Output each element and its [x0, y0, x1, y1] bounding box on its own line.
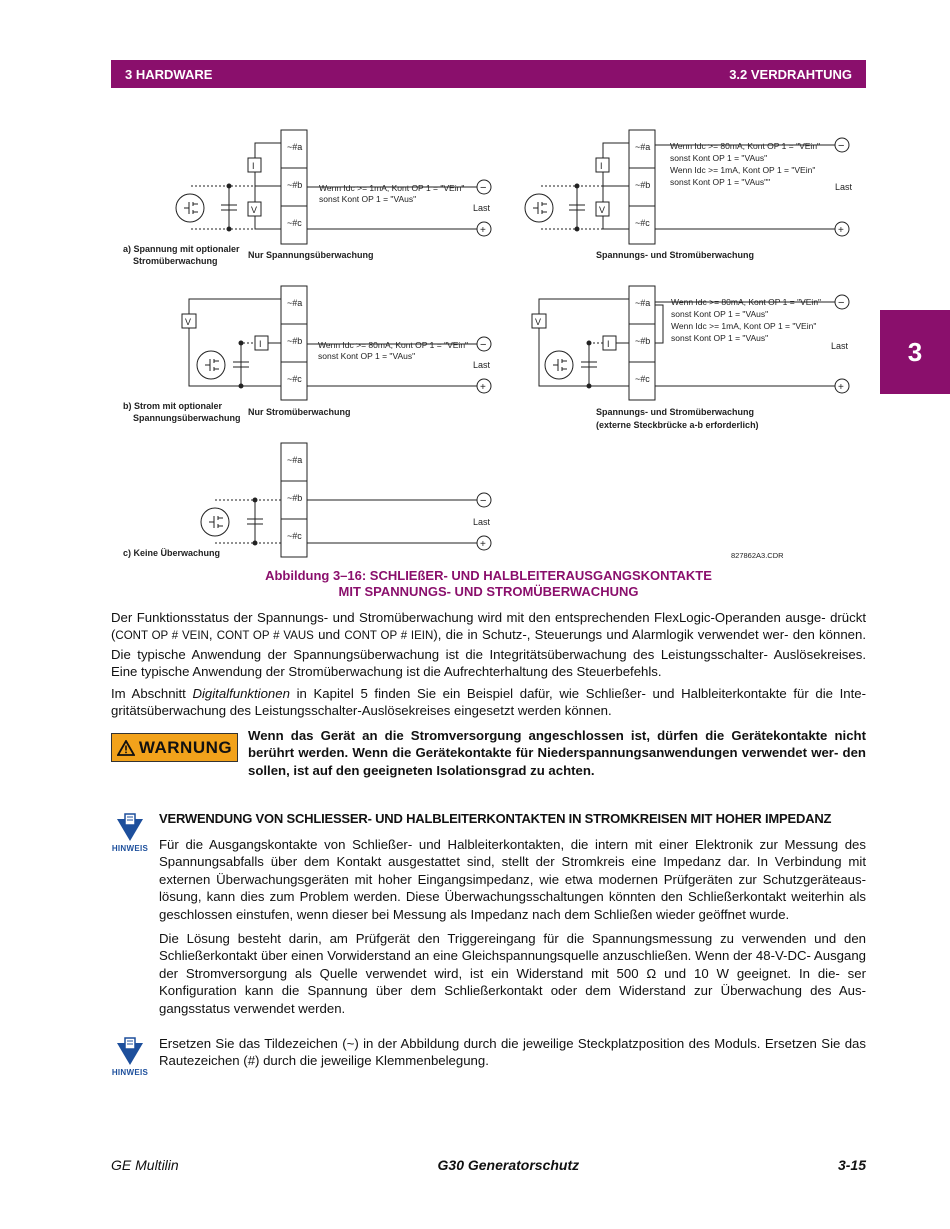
warning-badge: WARNUNG [111, 733, 238, 762]
svg-text:sonst Kont OP 1 = "VAus": sonst Kont OP 1 = "VAus" [671, 333, 769, 343]
svg-text:~#b: ~#b [635, 180, 651, 190]
diagram-a-right [525, 130, 853, 260]
diagram-a-left [123, 130, 491, 266]
paragraph-digital-functions: Im Abschnitt Digitalfunktionen in Kapitel 5 finden Sie ein Beispiel dafür, wie Schließer- und Halbleiterkontakte für die Inte- gritätsüberwachung des Leistungsschalter-Auslösekreises eingesetzt werden können. [111, 686, 866, 719]
svg-text:~#a: ~#a [635, 298, 651, 308]
section-title: 3.2 VERDRAHTUNG [729, 66, 852, 82]
wiring-diagram [111, 118, 866, 566]
svg-text:Last: Last [473, 203, 491, 213]
svg-text:sonst Kont OP 1 = "VAus"": sonst Kont OP 1 = "VAus"" [670, 177, 771, 187]
diagram-sublabel: Spannungs- und Stromüberwachung [596, 250, 754, 260]
svg-text:+: + [480, 382, 486, 393]
svg-text:~#b: ~#b [635, 336, 651, 346]
diagram-c [123, 443, 784, 560]
figure-caption: Abbildung 3–16: SCHLIEßER- UND HALBLEITERAUSGANGSKONTAKTE MIT SPANNUNGS- UND STROMÜBERWACHUNG [265, 568, 712, 599]
note-paragraph: Die Lösung besteht darin, am Prüfgerät den Triggereingang für die Spannungsmessung zu verwenden und den Schließerkontakt über einen Vorwiderstand an eine Gleichspannungsquelle anzuschließen. Wenn der 48-V-DC- Ausgang der Stromversorgung als Quelle verwendet wird, ist ein Widerstand mit 500 Ω und 10 W geeignet. In die- ser Konfiguration kann die Spannung über dem Schließerkontakt oder dem Widerstand zur Überwachung des Aus- gangsstatus verwendet werden. [159, 931, 866, 1016]
svg-text:Wenn Idc >= 1mA, Kont OP 1 = ": Wenn Idc >= 1mA, Kont OP 1 = "VEin" [671, 321, 817, 331]
page-header [111, 60, 866, 88]
svg-text:~#a: ~#a [287, 455, 303, 465]
note-paragraph: Für die Ausgangskontakte von Schließer- und Halbleiterkontakten, die intern mit einer Elektronik zur Messung des Spannungsabfalls über dem Kontakt ausgestattet sind, stellt der Stromkreis eine Impedanz dar. In Verbindung mit externen Überwachungsgeräten mit hoher Eingangsimpedanz, wie etwa modernen Prüfgeräten zur Schutzgeräteaus- lösung, kann dies zum Problem werden. Diese Überwachungsschaltungen könnten den Schließerkontakt weiterhin als geschlossen einstufen, wenn dieser bei Messung als Impedanz nach dem Schließen wieder geöffnet wurde. [159, 837, 866, 922]
svg-text:−: − [838, 297, 845, 309]
v-box: V [251, 205, 258, 215]
svg-text:I: I [600, 161, 603, 171]
svg-text:~#c: ~#c [287, 531, 302, 541]
svg-text:sonst Kont OP 1 = "VAus": sonst Kont OP 1 = "VAus" [671, 309, 769, 319]
svg-text:+: + [480, 539, 486, 550]
svg-text:~#c: ~#c [635, 374, 650, 384]
terminal-c: ~#c [287, 218, 302, 228]
svg-text:Last: Last [835, 182, 853, 192]
svg-text:Wenn Idc >= 1mA, Kont OP 1 = ": Wenn Idc >= 1mA, Kont OP 1 = "VEin" [670, 165, 816, 175]
svg-text:I: I [607, 339, 610, 349]
svg-text:Wenn Idc >= 80mA, Kont OP 1 =: Wenn Idc >= 80mA, Kont OP 1 = "VEin" [318, 340, 469, 350]
svg-text:−: − [838, 140, 845, 152]
i-box: I [252, 161, 255, 171]
svg-text:sonst Kont OP 1 = "VAus": sonst Kont OP 1 = "VAus" [670, 153, 768, 163]
note-icon: HINWEIS [111, 813, 149, 857]
svg-text:Last: Last [473, 360, 491, 370]
hand-note-icon [113, 813, 147, 843]
svg-text:Spannungsüberwachung: Spannungsüberwachung [133, 413, 241, 423]
svg-text:sonst Kont OP 1 = "VAus": sonst Kont OP 1 = "VAus" [318, 351, 416, 361]
page-footer [111, 1157, 866, 1173]
svg-text:~#c: ~#c [287, 374, 302, 384]
diagram-label: a) Spannung mit optionaler [123, 244, 240, 254]
note-paragraph: Ersetzen Sie das Tildezeichen (~) in der Abbildung durch die jeweilige Steckplatzposition des Moduls. Ersetzen Sie das Rautezeichen (#) durch die jeweilige Klemmenbelegung. [159, 1036, 866, 1069]
diagram-b-left [123, 286, 491, 423]
svg-text:Spannungs- und Stromüberwachun: Spannungs- und Stromüberwachung [596, 407, 754, 417]
svg-text:Wenn Idc >= 80mA, Kont OP 1 =: Wenn Idc >= 80mA, Kont OP 1 = "VEin" [671, 297, 822, 307]
svg-text:Last: Last [473, 517, 491, 527]
svg-text:~#b: ~#b [287, 336, 303, 346]
diagram-sublabel: Nur Spannungsüberwachung [248, 250, 374, 260]
svg-text:(externe Steckbrücke a-b erfor: (externe Steckbrücke a-b erforderlich) [596, 420, 759, 430]
footer-product: G30 Generatorschutz [437, 1157, 580, 1173]
terminal-a: ~#a [287, 142, 303, 152]
svg-text:Nur Stromüberwachung: Nur Stromüberwachung [248, 407, 351, 417]
svg-text:Last: Last [831, 341, 849, 351]
diagram-b-right [532, 286, 849, 430]
svg-text:~#a: ~#a [635, 142, 651, 152]
paragraph-supervision: Der Funktionsstatus der Spannungs- und Stromüberwachung wird mit den entsprechenden FlexLogic-Operanden ausge- drückt (CONT OP # VEIN, CONT OP # VAUS und CONT OP # IEIN), die in Schutz-, Steuerungs und Alarmlogik verwendet wer- den können. Die typische Anwendung der Spannungsüberwachung ist die Integritätsüberwachung des Leistungsschalter- Auslösekreises. Eine typische Anwendung der Stromüberwachung ist die Aufrechterhaltung des Steuerbefehls. [111, 610, 866, 680]
svg-text:V: V [599, 205, 606, 215]
warning-text: Wenn das Gerät an die Stromversorgung angeschlossen ist, dürfen die Gerätekontakte nicht berührt werden. Wenn die Gerätekontakte für Niederspannungsanwendungen verwendet wer- den sollen, ist auf den geeigneten Isolationsgrad zu achten. [248, 728, 866, 778]
svg-text:+: + [480, 225, 486, 236]
note-heading: VERWENDUNG VON SCHLIESSER- UND HALBLEITERKONTAKTEN IN STROMKREISEN MIT HOHER IMPEDANZ [159, 811, 832, 826]
terminal-b: ~#b [287, 180, 303, 190]
svg-text:+: + [838, 382, 844, 393]
footer-company: GE Multilin [111, 1157, 179, 1173]
svg-text:b) Strom mit optionaler: b) Strom mit optionaler [123, 401, 222, 411]
chapter-title: 3 HARDWARE [125, 66, 213, 82]
svg-text:~#a: ~#a [287, 298, 303, 308]
svg-text:I: I [259, 339, 262, 349]
svg-text:Wenn Idc >= 80mA, Kont OP 1 =: Wenn Idc >= 80mA, Kont OP 1 = "VEin" [670, 141, 821, 151]
condition-line: sonst Kont OP 1 = "VAus" [319, 194, 417, 204]
chapter-tab: 3 [880, 310, 950, 394]
diagram-label: Stromüberwachung [133, 256, 218, 266]
page-number: 3-15 [837, 1157, 866, 1173]
svg-text:V: V [185, 317, 192, 327]
hand-note-icon [113, 1037, 147, 1067]
svg-text:−: − [480, 182, 487, 194]
warning-triangle-icon [117, 740, 135, 756]
svg-text:c) Keine Überwachung: c) Keine Überwachung [123, 548, 221, 558]
svg-text:~#c: ~#c [635, 218, 650, 228]
svg-text:V: V [535, 317, 542, 327]
note-icon: HINWEIS [111, 1037, 149, 1081]
drawing-code: 827862A3.CDR [731, 551, 784, 560]
svg-text:+: + [838, 225, 844, 236]
svg-text:~#b: ~#b [287, 493, 303, 503]
svg-text:−: − [480, 495, 487, 507]
svg-text:−: − [480, 339, 487, 351]
condition-line: Wenn Idc >= 1mA, Kont OP 1 = "VEin" [319, 183, 465, 193]
